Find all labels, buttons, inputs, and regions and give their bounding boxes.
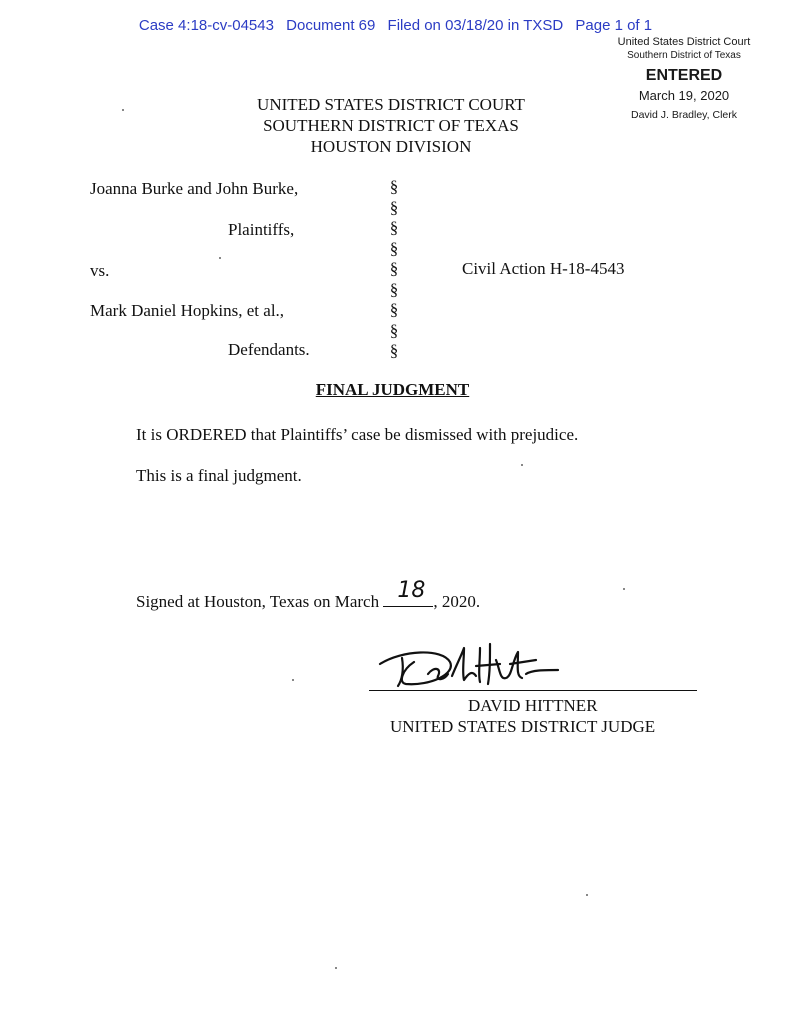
court-line-2: SOUTHERN DISTRICT OF TEXAS (263, 116, 519, 135)
signed-day: 18 (397, 578, 426, 603)
signed-prefix: Signed at Houston, Texas on March (136, 592, 380, 611)
scan-speck (219, 257, 221, 259)
judge-name: DAVID HITTNER (468, 696, 598, 715)
plaintiffs-names: Joanna Burke and John Burke, (90, 179, 299, 198)
section-symbol: § (389, 218, 399, 237)
court-line-3: HOUSTON DIVISION (310, 137, 472, 156)
signed-line (136, 578, 481, 612)
stamp-clerk: David J. Bradley, Clerk (630, 109, 737, 121)
order-paragraph: It is ORDERED that Plaintiffs’ case be dismissed with prejudice. (136, 425, 579, 444)
document-number: Document 69 (286, 17, 376, 34)
section-symbol: § (389, 177, 399, 196)
judge-title: UNITED STATES DISTRICT JUDGE (390, 717, 656, 736)
signed-day-blank (383, 578, 433, 607)
section-symbol: § (389, 197, 399, 217)
stamp-district: Southern District of Texas (627, 50, 741, 61)
section-symbol: § (389, 259, 399, 278)
scan-speck (623, 588, 625, 590)
scan-speck (521, 464, 523, 466)
scan-speck (335, 967, 337, 969)
scan-speck (122, 109, 124, 111)
case-number: Case 4:18-cv-04543 (138, 17, 274, 34)
civil-action-number: Civil Action H-18-4543 (462, 259, 625, 278)
page-count: Page 1 of 1 (575, 17, 653, 34)
court-heading (196, 94, 586, 157)
section-symbol: § (389, 300, 399, 319)
stamp-court: United States District Court (617, 36, 751, 48)
entered-stamp (600, 36, 768, 123)
defendants-role: Defendants. (228, 340, 310, 359)
section-symbol: § (389, 320, 399, 340)
plaintiffs-role: Plaintiffs, (228, 220, 295, 239)
section-symbol: § (389, 279, 399, 299)
filing-header (0, 17, 791, 34)
defendants-names: Mark Daniel Hopkins, et al., (90, 301, 285, 320)
judgment-title: FINAL JUDGMENT (315, 380, 470, 399)
section-symbol: § (389, 238, 399, 258)
court-line-1: UNITED STATES DISTRICT COURT (257, 95, 525, 114)
scan-speck (292, 679, 294, 681)
versus-label: vs. (90, 261, 110, 280)
final-paragraph: This is a final judgment. (136, 466, 302, 485)
filed-date: Filed on 03/18/20 in TXSD (387, 17, 564, 34)
section-symbol-column (387, 177, 401, 362)
scan-speck (586, 894, 588, 896)
judge-signature (372, 640, 572, 692)
signed-suffix: , 2020. (433, 592, 481, 611)
stamp-date: March 19, 2020 (638, 88, 730, 103)
section-symbol: § (389, 341, 399, 360)
stamp-status: ENTERED (645, 67, 723, 84)
signature-line (369, 690, 697, 691)
